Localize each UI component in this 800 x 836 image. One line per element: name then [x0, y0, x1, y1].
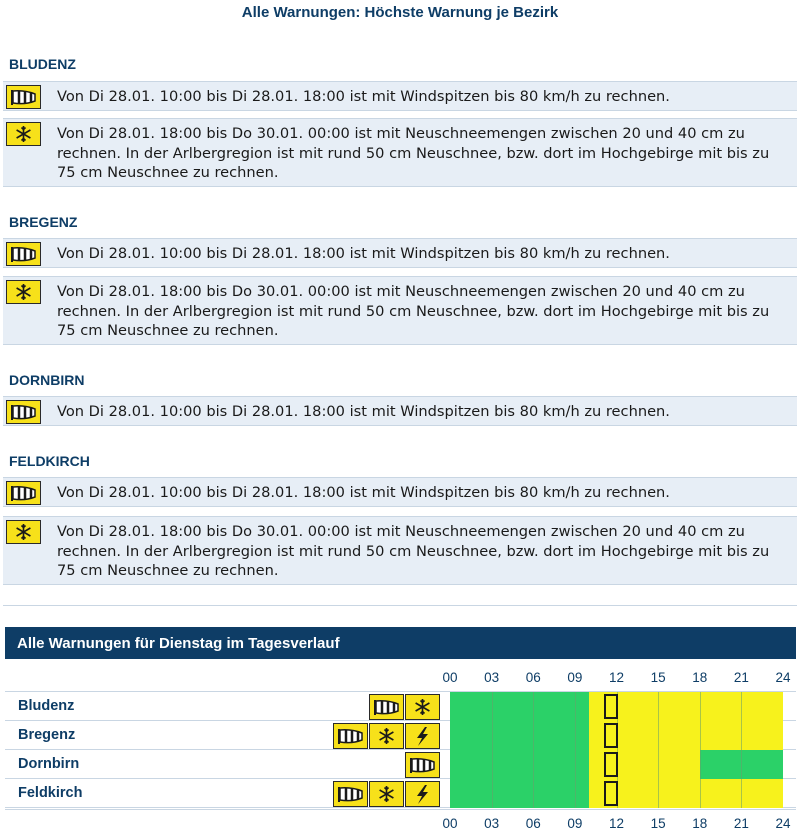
snow-icon [369, 723, 404, 749]
hour-gridline [575, 779, 576, 808]
hour-axis-rule [5, 809, 796, 810]
hour-label: 24 [775, 670, 791, 685]
district-heading-bludenz: BLUDENZ [9, 56, 76, 72]
hour-gridline [700, 692, 701, 721]
hour-gridline [533, 721, 534, 750]
warning-row [3, 118, 797, 187]
hour-label: 24 [775, 816, 791, 831]
warning-level-segment [450, 721, 589, 750]
wind-icon [6, 481, 41, 505]
warning-row [3, 276, 797, 345]
warning-text: Von Di 28.01. 18:00 bis Do 30.01. 00:00 ist mit Neuschneemengen zwischen 20 und 40 cm zu rechnen. In der Arlbergregion ist mit rund 50 cm Neuschnee, bzw. dort im Hochgebirge mit bis zu 75 cm Neuschnee zu rechnen. [57, 125, 770, 181]
district-heading-bregenz: BREGENZ [9, 214, 78, 230]
timeline-row-label: Bludenz [18, 698, 75, 714]
hour-label: 18 [692, 816, 708, 831]
district-heading-feldkirch: FELDKIRCH [9, 453, 90, 469]
warning-text: Von Di 28.01. 18:00 bis Do 30.01. 00:00 ist mit Neuschneemengen zwischen 20 und 40 cm zu rechnen. In der Arlbergregion ist mit rund 50 cm Neuschnee, bzw. dort im Hochgebirge mit bis zu 75 cm Neuschnee zu rechnen. [57, 283, 770, 339]
current-time-marker [604, 752, 618, 777]
hour-gridline [533, 750, 534, 779]
hour-label: 09 [567, 670, 583, 685]
lightning-icon [405, 723, 440, 749]
warning-level-segment [450, 692, 589, 721]
hour-label: 03 [484, 816, 500, 831]
hour-label: 21 [733, 816, 749, 831]
hour-label: 18 [692, 670, 708, 685]
snow-icon [405, 694, 440, 720]
current-time-marker [604, 723, 618, 748]
timeline-row [5, 692, 796, 721]
snow-icon [6, 122, 41, 146]
hour-gridline [700, 721, 701, 750]
timeline-bars [450, 721, 785, 750]
hour-gridline [658, 692, 659, 721]
warning-row [3, 81, 797, 111]
hour-axis-top [0, 670, 800, 690]
wind-icon [333, 781, 368, 807]
hour-label: 06 [525, 816, 541, 831]
hour-axis-bottom [0, 816, 800, 836]
timeline-row-icons [369, 694, 440, 720]
wind-icon [405, 752, 440, 778]
hour-gridline [492, 750, 493, 779]
timeline-row-label: Dornbirn [18, 756, 80, 772]
warning-level-segment [589, 692, 783, 721]
hour-label: 12 [608, 816, 625, 831]
hour-label: 21 [733, 670, 749, 685]
current-time-marker [604, 781, 618, 806]
wind-icon [6, 242, 41, 266]
snow-icon [369, 781, 404, 807]
wind-icon [6, 400, 41, 424]
timeline-row-icons [333, 781, 440, 807]
warning-text: Von Di 28.01. 10:00 bis Di 28.01. 18:00 ist mit Windspitzen bis 80 km/h zu rechnen. [57, 245, 670, 262]
timeline-bars [450, 779, 785, 808]
hour-gridline [492, 721, 493, 750]
hour-gridline [492, 779, 493, 808]
warning-row [3, 238, 797, 268]
hour-label: 00 [442, 816, 458, 831]
hour-label: 03 [484, 670, 500, 685]
warning-level-segment [589, 721, 783, 750]
hour-gridline [700, 779, 701, 808]
wind-icon [6, 85, 41, 109]
snow-icon [6, 280, 41, 304]
hour-gridline [741, 779, 742, 808]
timeline-row [5, 721, 796, 750]
timeline-bars [450, 692, 785, 721]
hour-label: 15 [650, 670, 666, 685]
hour-gridline [741, 750, 742, 779]
current-time-marker [604, 694, 618, 719]
hour-gridline [741, 721, 742, 750]
hour-gridline [741, 692, 742, 721]
hour-gridline [575, 721, 576, 750]
timeline-row-icons [405, 752, 440, 778]
warning-text: Von Di 28.01. 10:00 bis Di 28.01. 18:00 ist mit Windspitzen bis 80 km/h zu rechnen. [57, 484, 670, 501]
hour-gridline [700, 750, 701, 779]
timeline-row-label: Feldkirch [18, 785, 83, 801]
hour-gridline [575, 750, 576, 779]
timeline-bars [450, 750, 785, 779]
hour-label: 06 [525, 670, 541, 685]
lightning-icon [405, 781, 440, 807]
wind-icon [369, 694, 404, 720]
snow-icon [6, 520, 41, 544]
hour-gridline [658, 779, 659, 808]
warning-level-segment [450, 779, 589, 808]
hour-label: 09 [567, 816, 583, 831]
hour-gridline [533, 692, 534, 721]
timeline-row [5, 750, 796, 779]
hour-gridline [658, 721, 659, 750]
wind-icon [333, 723, 368, 749]
timeline-row-icons [333, 723, 440, 749]
hour-gridline [533, 779, 534, 808]
hour-label: 00 [442, 670, 458, 685]
warning-text: Von Di 28.01. 10:00 bis Di 28.01. 18:00 ist mit Windspitzen bis 80 km/h zu rechnen. [57, 88, 670, 105]
warning-text: Von Di 28.01. 18:00 bis Do 30.01. 00:00 ist mit Neuschneemengen zwischen 20 und 40 cm zu rechnen. In der Arlbergregion ist mit rund 50 cm Neuschnee, bzw. dort im Hochgebirge mit bis zu 75 cm Neuschnee zu rechnen. [57, 523, 770, 579]
section-divider [3, 605, 797, 606]
hour-gridline [575, 692, 576, 721]
page-title: Alle Warnungen: Höchste Warnung je Bezirk [241, 4, 559, 21]
timeline-row [5, 779, 796, 808]
timeline-row-label: Bregenz [18, 727, 76, 743]
hour-gridline [492, 692, 493, 721]
warning-text: Von Di 28.01. 10:00 bis Di 28.01. 18:00 ist mit Windspitzen bis 80 km/h zu rechnen. [57, 403, 670, 420]
hour-gridline [658, 750, 659, 779]
timeline-header: Alle Warnungen für Dienstag im Tagesverlauf [5, 627, 796, 659]
hour-label: 12 [608, 670, 625, 685]
warning-row [3, 477, 797, 507]
district-heading-dornbirn: DORNBIRN [9, 372, 85, 388]
warning-level-segment [450, 750, 589, 779]
warning-row [3, 516, 797, 585]
warning-row [3, 396, 797, 426]
warning-level-segment [589, 779, 783, 808]
hour-label: 15 [650, 816, 666, 831]
